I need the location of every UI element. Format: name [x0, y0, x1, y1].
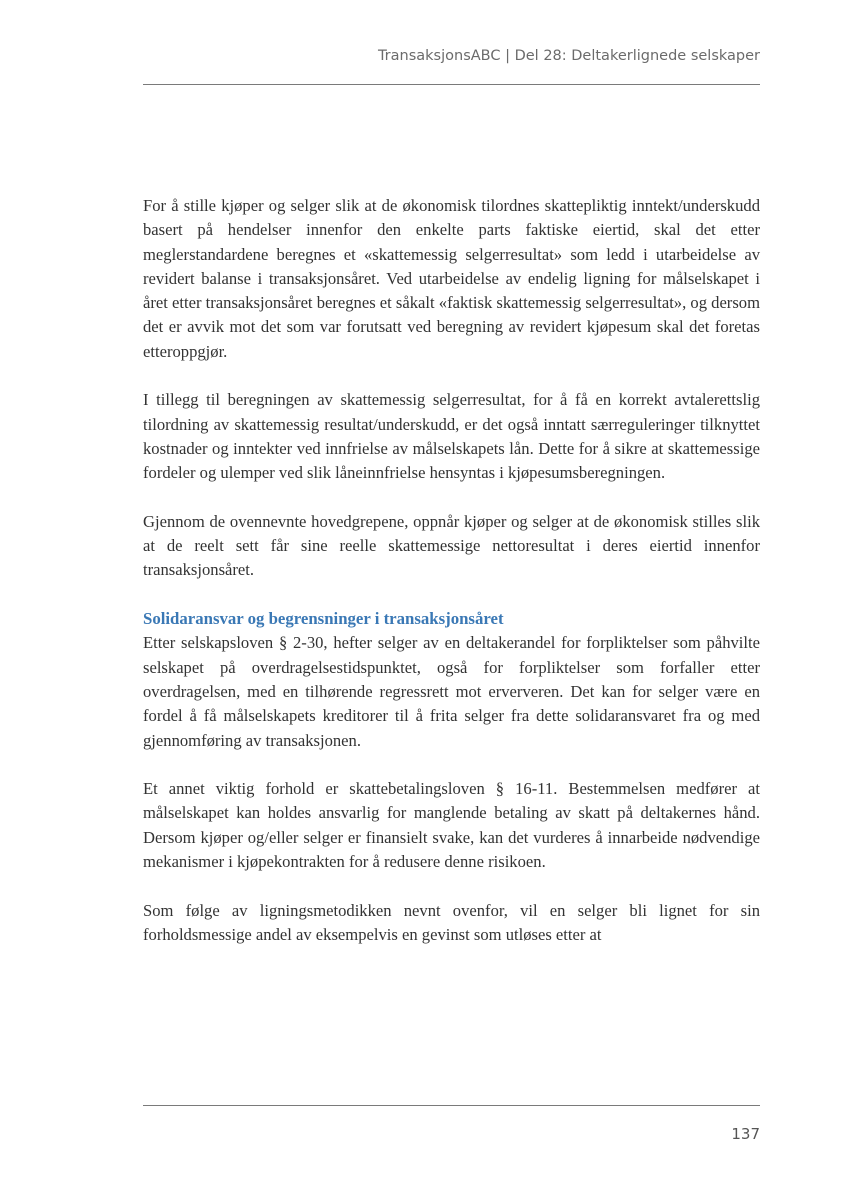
body-paragraph: For å stille kjøper og selger slik at de økonomisk tilordnes skattepliktig inntekt/underskudd basert på hendelser innenfor den enkelte parts faktiske eiertid, skal det etter meglerstandardene beregnes et «skattemessig selgerresultat» som ledd i utarbeidelse av revidert balanse i transaksjonsåret. Ved utarbeidelse av endelig ligning for målselskapet i året etter transaksjonsåret beregnes et såkalt «faktisk skattemessig selgerresultat», og dersom det er avvik mot det som var forutsatt ved beregning av revidert kjøpesum skal det foretas etteroppgjør.: [143, 196, 760, 361]
body-paragraph: Gjennom de ovennevnte hovedgrepene, oppnår kjøper og selger at de økonomisk stilles slik at de reelt sett får sine reelle skattemessige nettoresultat i deres eiertid innenfor transaksjonsåret.: [143, 511, 760, 580]
running-header: TransaksjonsABC | Del 28: Deltakerlignede selskaper: [377, 48, 760, 64]
page-body: [143, 194, 760, 947]
body-paragraph: I tillegg til beregningen av skattemessig selgerresultat, for å få en korrekt avtalerettslig tilordning av skattemessig resultat/underskudd, er det også inntatt særreguleringer tilknyttet kostnader og inntekter ved innfrielse av målselskapets lån. Dette for å sikre at skattemessige fordeler og ulemper ved slik låneinnfrielse hensyntas i kjøpesumsberegningen.: [143, 390, 760, 483]
body-paragraph: Som følge av ligningsmetodikken nevnt ovenfor, vil en selger bli lignet for sin forholdsmessige andel av eksempelvis en gevinst som utløses etter at: [143, 900, 760, 944]
header-rule: [143, 84, 760, 85]
section-heading: Solidaransvar og begrensninger i transaksjonsåret: [143, 609, 504, 629]
page-number: 137: [731, 1125, 760, 1143]
body-paragraph: Etter selskapsloven § 2-30, hefter selger av en deltakerandel for forpliktelser som påhvilte selskapet på overdragelsestidspunktet, også for forpliktelser som forfaller etter overdragelsen, med en tilhørende regressrett mot erververen. Det kan for selger være en fordel å få målselskapets kreditorer til å frita selger fra dette solidaransvaret fra og med gjennomføring av transaksjonen.: [143, 633, 760, 750]
body-paragraph: Et annet viktig forhold er skattebetalingsloven § 16-11. Bestemmelsen medfører at målselskapet kan holdes ansvarlig for manglende betaling av skatt på deltakernes hånd. Dersom kjøper og/eller selger er finansielt svake, kan det vurderes å innarbeide nødvendige mekanismer i kjøpekontrakten for å redusere denne risikoen.: [143, 779, 760, 872]
footer-rule: [143, 1105, 760, 1106]
